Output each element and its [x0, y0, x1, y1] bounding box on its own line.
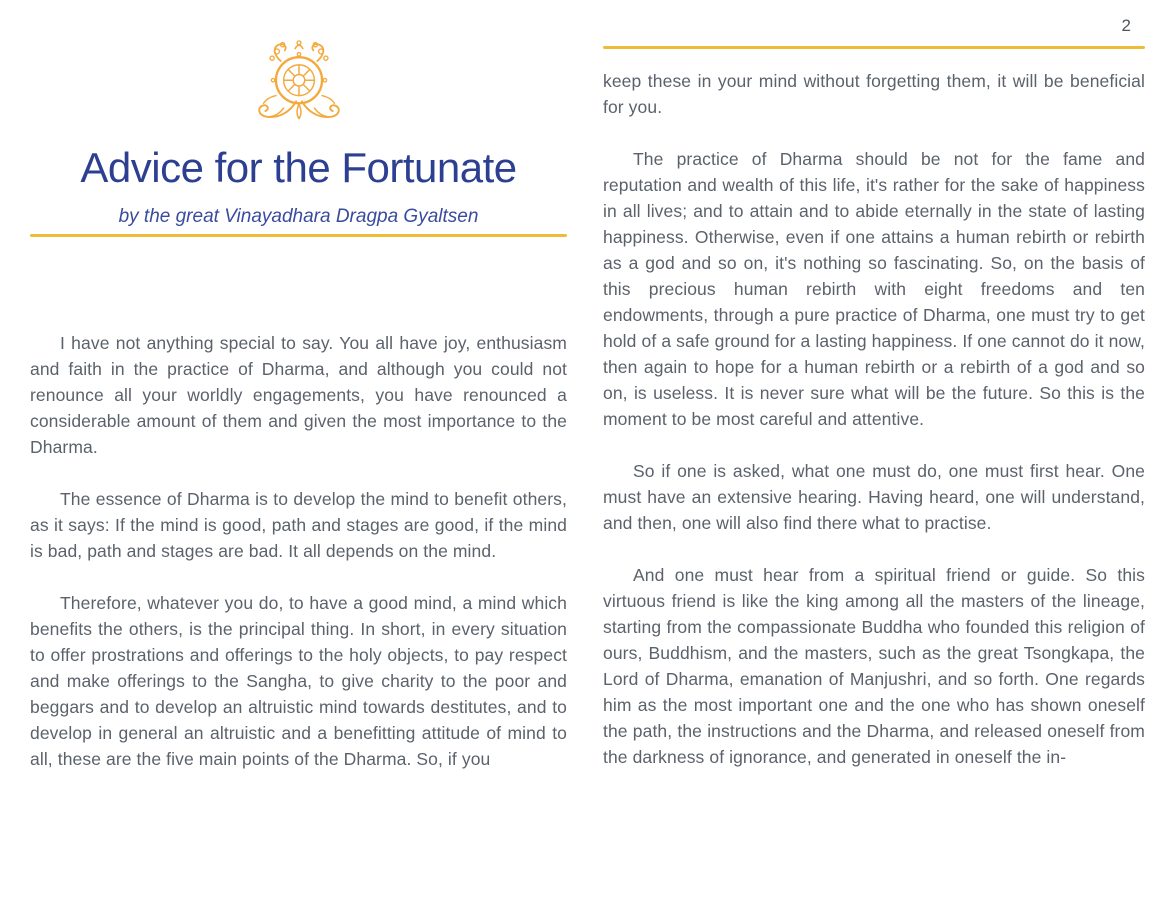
page-number: 2: [1121, 16, 1131, 35]
right-column: [603, 0, 1145, 900]
header-rule: [603, 46, 1145, 49]
right-column-text: [603, 68, 1145, 796]
left-column-text: [30, 330, 567, 798]
paragraph-continuation: keep these in your mind without forgetting them, it will be beneficial for you.: [603, 71, 1145, 117]
paragraph: The essence of Dharma is to develop the mind to benefit others, as it says: If the mind is good, path and stages are good, if the mind is bad, path and stages are bad. It all depends on the mind.: [30, 489, 567, 561]
paragraph: Therefore, whatever you do, to have a good mind, a mind which benefits the others, is the principal thing. In short, in every situation to offer prostrations and offerings to the holy objects, to pay respect and make offerings to the Sangha, to give charity to the poor and beggars and to develop an altruistic mind towards destitutes, and to develop in general an altruistic and a benefitting attitude of mind to all, these are the five main points of the Dharma. So, if you: [30, 593, 567, 769]
paragraph: The practice of Dharma should be not for the fame and reputation and wealth of this life, it's rather for the sake of happiness in all lives; and to attain and to abide eternally in the state of lasting happiness. Otherwise, even if one attains a human rebirth or rebirth as a god and so on, it's nothing so fascinating. So, on the basis of this precious human rebirth with eight freedoms and ten endowments, through a pure practice of Dharma, one must try to get hold of a safe ground for a lasting happiness. If one cannot do it now, then again to hope for a human rebirth or a rebirth of a god and so on, is useless. It is never sure what will be the future. So this is the moment to be most careful and attentive.: [603, 149, 1145, 429]
paragraph: And one must hear from a spiritual friend or guide. So this virtuous friend is like the king among all the masters of the lineage, starting from the compassionate Buddha who founded this religion of ours, Buddhism, and the masters, such as the great Tsongkapa, the Lord of Dharma, emanation of Manjushri, and so forth. One regards him as the most important one and the one who has shown oneself the path, the instructions and the Dharma, and released oneself from the darkness of ignorance, and generated in oneself the in-: [603, 565, 1145, 767]
left-column: [30, 0, 567, 900]
page-subtitle: by the great Vinayadhara Dragpa Gyaltsen: [118, 206, 479, 227]
paragraph: So if one is asked, what one must do, one must first hear. One must have an extensive hearing. Having heard, one will understand, and then, one will also find there what to practise.: [603, 461, 1145, 533]
paragraph: I have not anything special to say. You all have joy, enthusiasm and faith in the practice of Dharma, and although you could not renounce all your worldly engagements, you have renounced a considerable amount of them and given the most importance to the Dharma.: [30, 333, 567, 457]
dharma-wheel-icon: [251, 36, 347, 136]
page-title: Advice for the Fortunate: [80, 144, 517, 191]
title-divider-rule: [30, 234, 567, 237]
